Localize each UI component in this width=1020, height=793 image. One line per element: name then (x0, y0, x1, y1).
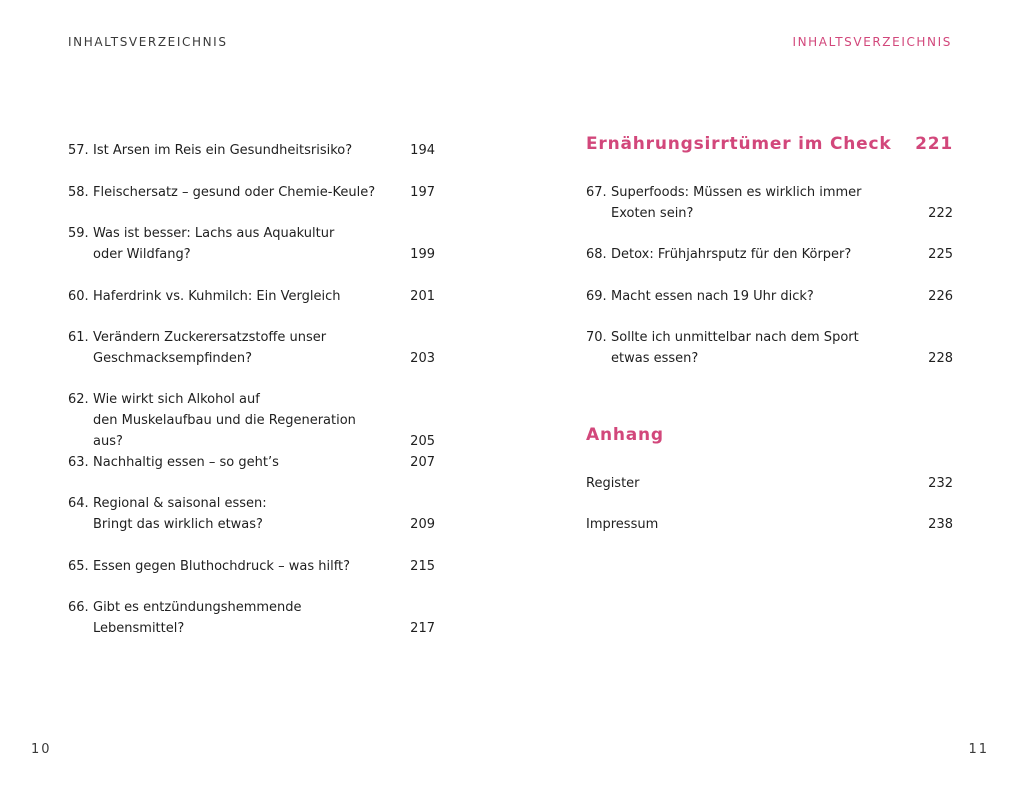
entry-page-number: 201 (410, 289, 435, 304)
entry-number: 62. (68, 392, 89, 407)
entry-page-number: 205 (410, 434, 435, 449)
entry-number: 60. (68, 289, 89, 304)
entry-number: 59. (68, 226, 89, 241)
entry-title-line-2: oder Wildfang? (93, 247, 191, 262)
entry-number: 66. (68, 600, 89, 615)
entry-page-number: 197 (410, 185, 435, 200)
section-page-number: 221 (915, 134, 953, 154)
section-heading[interactable] (586, 425, 953, 445)
toc-entry[interactable] (68, 389, 435, 452)
entry-title: Essen gegen Bluthochdruck – was hilft? (93, 559, 351, 574)
section-heading[interactable] (586, 134, 953, 154)
toc-entry[interactable] (68, 327, 435, 369)
entry-number: 61. (68, 330, 89, 345)
toc-entry[interactable] (68, 493, 435, 535)
entry-number: 69. (586, 289, 607, 304)
entry-title: Gibt es entzündungshemmende Lebensmittel? (93, 600, 302, 636)
entry-title-line-2: Bringt das wirklich etwas? (93, 517, 263, 532)
toc-entry[interactable] (586, 182, 953, 224)
entry-title-line-1: Verändern Zuckerersatzstoffe unser (93, 330, 327, 345)
entry-page-number: 238 (928, 517, 953, 532)
toc-entry[interactable] (68, 452, 435, 473)
entry-title: Ist Arsen im Reis ein Gesundheitsrisiko? (93, 143, 353, 158)
entry-page-number: 225 (928, 247, 953, 262)
entry-title: Register (586, 476, 640, 491)
toc-entry[interactable] (68, 286, 435, 307)
section-title: Anhang (586, 425, 664, 445)
entry-title: Macht essen nach 19 Uhr dick? (611, 289, 814, 304)
entry-number: 57. (68, 143, 89, 158)
entry-page-number: 203 (410, 351, 435, 366)
toc-entry[interactable] (68, 597, 435, 639)
entry-title: Detox: Frühjahrsputz für den Körper? (611, 247, 852, 262)
entry-page-number: 232 (928, 476, 953, 491)
entry-number: 58. (68, 185, 89, 200)
entry-title-line-1: Wie wirkt sich Alkohol auf (93, 392, 260, 407)
entry-title: Impressum (586, 517, 659, 532)
toc-entry[interactable] (586, 473, 953, 494)
toc-entry[interactable] (68, 182, 435, 203)
section-title: Ernährungsirrtümer im Check (586, 134, 892, 154)
entry-number: 65. (68, 559, 89, 574)
entry-page-number: 194 (410, 143, 435, 158)
entry-number: 68. (586, 247, 607, 262)
entry-page-number: 215 (410, 559, 435, 574)
entry-title-line-1: Regional & saisonal essen: (93, 496, 267, 511)
entry-page-number: 228 (928, 351, 953, 366)
running-head: INHALTSVERZEICHNIS (68, 35, 228, 49)
entry-title: Fleischersatz – gesund oder Chemie-Keule? (93, 185, 376, 200)
toc-entry[interactable] (68, 140, 435, 161)
toc-entry[interactable] (586, 244, 953, 265)
toc-entry[interactable] (68, 556, 435, 577)
running-head: INHALTSVERZEICHNIS (792, 35, 952, 49)
entry-title-line-1: Was ist besser: Lachs aus Aquakultur (93, 226, 335, 241)
entry-number: 67. (586, 185, 607, 200)
entry-title: Haferdrink vs. Kuhmilch: Ein Vergleich (93, 289, 341, 304)
entry-page-number: 217 (410, 621, 435, 636)
right-page (510, 0, 1020, 793)
entry-page-number: 222 (928, 206, 953, 221)
page-number-left: 10 (31, 742, 52, 757)
toc-entry[interactable] (586, 286, 953, 307)
entry-page-number: 207 (410, 455, 435, 470)
entry-title-line-1: Sollte ich unmittelbar nach dem Sport (611, 330, 859, 345)
toc-entry[interactable] (586, 514, 953, 535)
entry-title-line-2: den Muskelaufbau und die Regeneration aus? (93, 413, 356, 449)
entry-title-line-2: Exoten sein? (611, 206, 694, 221)
entry-title-line-2: Geschmacksempfinden? (93, 351, 253, 366)
entry-title: Nachhaltig essen – so geht’s (93, 455, 279, 470)
toc-entry[interactable] (586, 327, 953, 369)
entry-page-number: 199 (410, 247, 435, 262)
entry-number: 64. (68, 496, 89, 511)
entry-page-number: 209 (410, 517, 435, 532)
entry-title-line-1: Superfoods: Müssen es wirklich immer (611, 185, 862, 200)
entry-title-line-2: etwas essen? (611, 351, 699, 366)
page-number-right: 11 (968, 742, 989, 757)
entry-page-number: 226 (928, 289, 953, 304)
entry-number: 70. (586, 330, 607, 345)
entry-number: 63. (68, 455, 89, 470)
toc-entry[interactable] (68, 223, 435, 265)
